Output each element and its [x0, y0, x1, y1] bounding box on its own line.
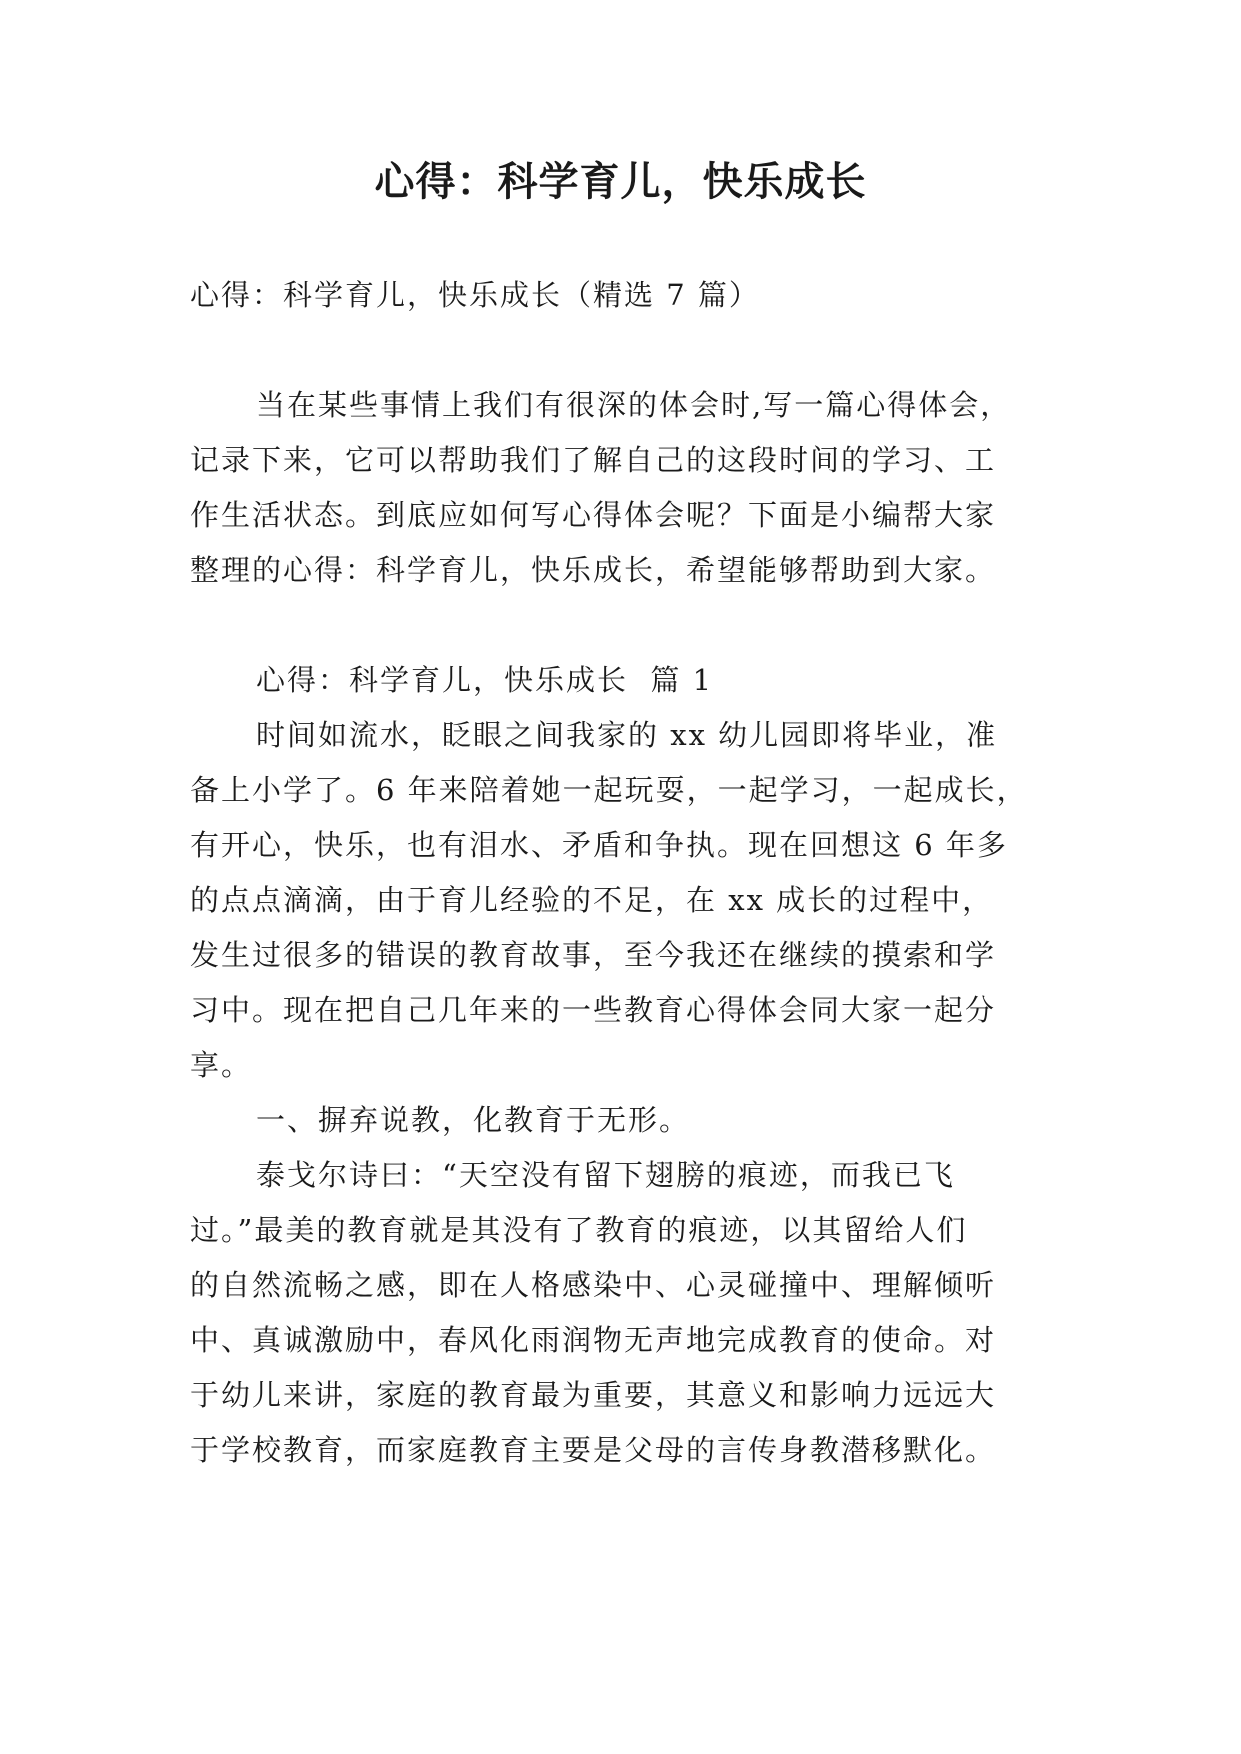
paragraph-line: 发生过很多的错误的教育故事，至今我还在继续的摸索和学 — [190, 938, 997, 972]
paragraph-line: 于学校教育，而家庭教育主要是父母的言传身教潜移默化。 — [190, 1433, 997, 1467]
section-heading: 心得：科学育儿，快乐成长 篇 1 — [256, 663, 714, 697]
paragraph-line: 习中。现在把自己几年来的一些教育心得体会同大家一起分 — [190, 993, 997, 1027]
intro-line: 记录下来，它可以帮助我们了解自己的这段时间的学习、工 — [190, 443, 997, 477]
paragraph-line: 于幼儿来讲，家庭的教育最为重要，其意义和影响力远远大 — [190, 1378, 997, 1412]
paragraph-line: 中、真诚激励中，春风化雨润物无声地完成教育的使命。对 — [190, 1323, 997, 1357]
paragraph-line: 泰戈尔诗曰：“天空没有留下翅膀的痕迹，而我已飞 — [256, 1158, 955, 1192]
paragraph-line: 享。 — [190, 1048, 253, 1082]
intro-line: 整理的心得：科学育儿，快乐成长，希望能够帮助到大家。 — [190, 553, 997, 587]
paragraph-line: 过。”最美的教育就是其没有了教育的痕迹，以其留给人们 — [190, 1213, 968, 1247]
document-body — [190, 268, 1060, 1478]
paragraph-line: 有开心，快乐，也有泪水、矛盾和争执。现在回想这 6 年多 — [190, 828, 1008, 862]
paragraph-line: 的自然流畅之感，即在人格感染中、心灵碰撞中、理解倾听 — [190, 1268, 997, 1302]
paragraph-line: 时间如流水，眨眼之间我家的 xx 幼儿园即将毕业，准 — [256, 718, 998, 752]
document-subtitle: 心得：科学育儿，快乐成长（精选 7 篇） — [190, 278, 760, 312]
intro-line: 作生活状态。到底应如何写心得体会呢？下面是小编帮大家 — [190, 498, 997, 532]
paragraph-line: 备上小学了。6 年来陪着她一起玩耍，一起学习，一起成长， — [190, 773, 1028, 807]
intro-line: 当在某些事情上我们有很深的体会时,写一篇心得体会， — [256, 388, 1012, 422]
paragraph-line: 的点点滴滴，由于育儿经验的不足，在 xx 成长的过程中， — [190, 883, 994, 917]
document-title: 心得：科学育儿，快乐成长 — [374, 159, 867, 205]
point-heading: 一、摒弃说教，化教育于无形。 — [256, 1103, 691, 1137]
